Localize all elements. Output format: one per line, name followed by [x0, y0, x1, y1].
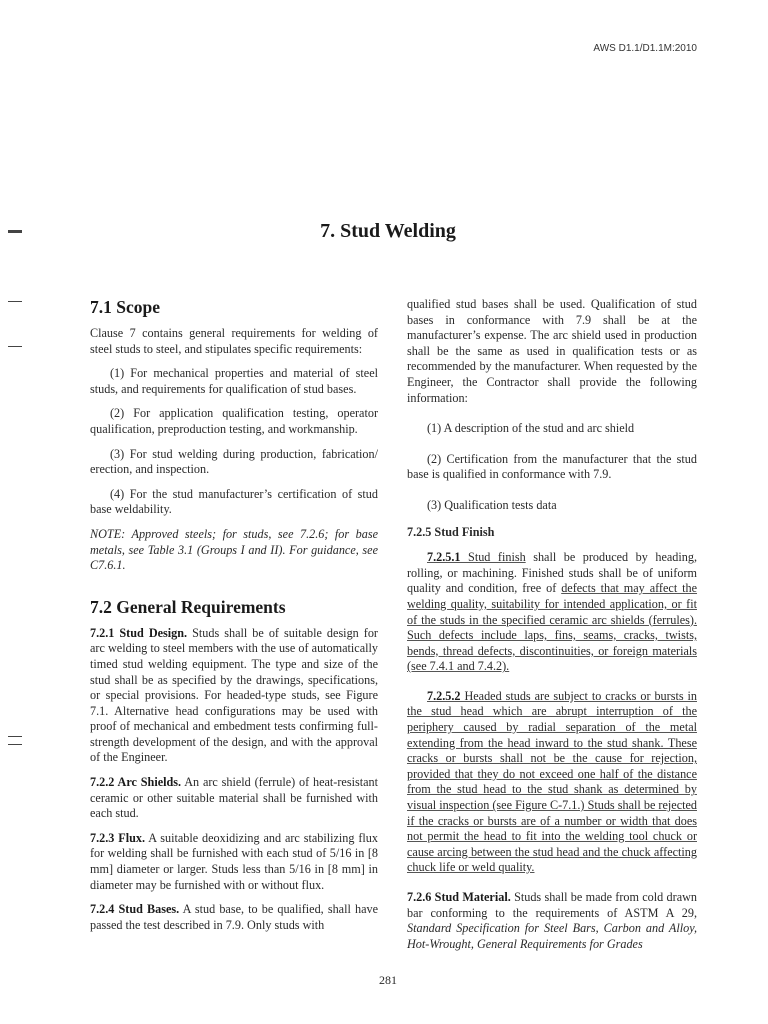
paragraph-7-2-3	[90, 831, 378, 893]
page-number: 281	[379, 973, 397, 987]
left-column	[90, 296, 378, 942]
list-item: (3) Qualification tests data	[427, 497, 557, 512]
note: NOTE: Approved steels; for studs, see 7.2.6; for base metals, see Table 3.1 (Groups I and II). For guidance, see C7.6.1.	[90, 526, 378, 573]
change-bar	[8, 301, 22, 302]
paragraph-7-2-6	[407, 890, 697, 952]
list-item: (1) A description of the stud and arc shield	[427, 421, 635, 436]
page-title: 7. Stud Welding	[320, 220, 456, 242]
list-item: (1) For mechanical properties and material of steel studs, and requirements for qualification of stud bases.	[90, 366, 378, 396]
section-heading-scope: 7.1 Scope	[90, 297, 160, 317]
subsection-heading: 7.2.5 Stud Finish	[407, 524, 495, 539]
list-item: (3) For stud welding during production, fabrication/ erection, and inspection.	[90, 446, 378, 477]
clause-text: Studs shall be made from cold drawn bar conforming to the requirements of ASTM A 29,	[407, 890, 698, 920]
paragraph-7-2-4	[90, 902, 378, 933]
clause-label: 7.2.5.1	[427, 550, 461, 565]
list-item: (2) For application qualification testing, operator qualification, preproduction testing, and workmanship.	[90, 406, 378, 436]
underlined-text: Headed studs are subject to cracks or bursts in the stud head which are abrupt interruption of the periphery caused by radial separation of the metal extending from the head inward to the stud shank. These cracks or bursts shall not be the cause for rejection, provided that they do not exceed one half of the distance from the stud head to the stud shank as determined by visual inspection (see Figure C-7.1.) Studs shall be rejected if the cracks or bursts are of a number or width that does not permit the head to fit into the welding tool chuck or cause arcing between the stud head and the chuck affecting chuck life or weld quality.	[407, 688, 697, 875]
list-item: (4) For the stud manufacturer’s certification of stud base weldability.	[90, 486, 378, 517]
change-bar	[8, 346, 22, 347]
right-column	[407, 297, 697, 961]
list-item: (2) Certification from the manufacturer that the stud base is qualified in conformance with 7.9.	[407, 451, 697, 482]
change-bar	[8, 736, 22, 737]
standard-title: Standard Specification for Steel Bars, Carbon and Alloy, Hot-Wrought, General Requirements for Grades	[407, 921, 697, 951]
clause-text: Studs shall be of suitable design for arc welding to steel members with the use of automatically timed stud welding equipment. The type and size of the stud shall be as specified by the drawings, specifications, or special provisions. For headed-type studs, see Figure 7.1. Alternative head configurations may be used with proof of mechanical and embedment tests confirming full-strength development of the design, and with the approval of the Engineer.	[90, 625, 378, 765]
clause-label: 7.2.6 Stud Material.	[407, 890, 511, 904]
underlined-text: defects that may affect the welding quality, suitability for intended application, or fit of the studs in the specified ceramic arc shields (ferrules). Such defects include laps, fins, seams, cracks, twists, bends, thread defects, discontinuities, or foreign materials (see 7.4.1 and 7.4.2).	[407, 581, 698, 674]
clause-label: 7.2.3 Flux.	[90, 830, 146, 845]
clause-label: 7.2.1 Stud Design.	[90, 625, 188, 640]
underlined-text: Stud finish	[460, 550, 526, 565]
paragraph: qualified stud bases shall be used. Qualification of stud bases in conformance with 7.9 shall be at the manufacturer’s expense. The arc shield used in production shall be the same as used in qualification tests or as recommended by the manufacturer. When requested by the Engineer, the Contractor shall provide the following information:	[407, 297, 697, 405]
running-header: AWS D1.1/D1.1M:2010	[593, 43, 697, 54]
section-heading-general: 7.2 General Requirements	[90, 596, 286, 617]
clause-label: 7.2.2 Arc Shields.	[90, 775, 182, 790]
change-bar	[8, 744, 22, 745]
paragraph: Clause 7 contains general requirements for welding of steel studs to steel, and stipulates specific requirements:	[90, 326, 378, 356]
paragraph-7-2-2	[90, 775, 378, 822]
clause-text: An arc shield (ferrule) of heat-resistant ceramic or other suitable material shall be furnished with each stud.	[90, 775, 378, 821]
paragraph-7-2-5-2	[407, 689, 697, 876]
clause-text: A suitable deoxidizing and arc stabilizing flux for welding shall be furnished with each stud of 5/16 in [8 mm] diameter or larger. Studs less than 5/16 in [8 mm] in diameter may be furnished with or without flux.	[90, 830, 378, 892]
paragraph-7-2-1	[90, 626, 378, 766]
clause-label: 7.2.5.2	[427, 688, 461, 703]
clause-label: 7.2.4 Stud Bases.	[90, 902, 180, 917]
clause-text: A stud base, to be qualified, shall have passed the test described in 7.9. Only studs with	[90, 902, 378, 932]
clause-text: shall be produced by heading, rolling, or machining. Finished studs shall be of uniform quality and condition, free of	[407, 550, 697, 596]
paragraph-7-2-5-1	[407, 550, 697, 675]
